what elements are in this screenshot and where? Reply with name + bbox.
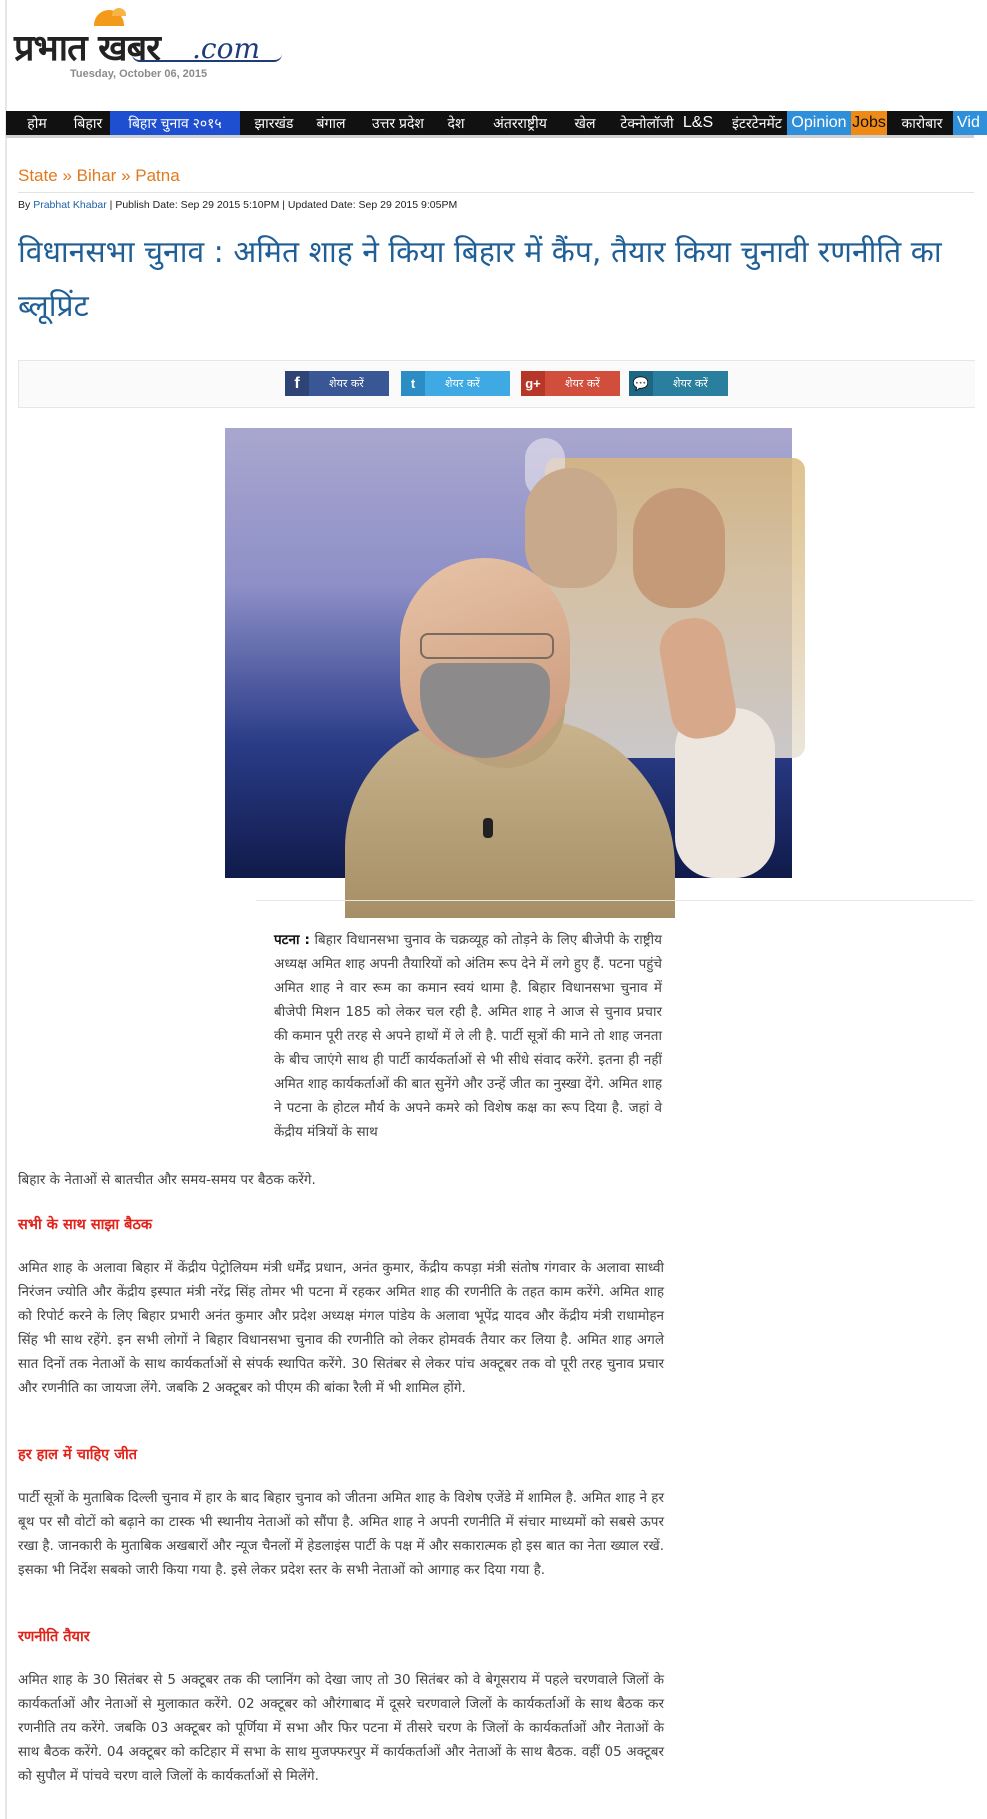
nav-item-business[interactable]: कारोबार xyxy=(901,115,943,131)
nav-item-bihar[interactable]: बिहार xyxy=(73,115,103,131)
lead-text: बिहार विधानसभा चुनाव के चक्रव्यूह को तोड़ने के लिए बीजेपी के राष्ट्रीय अध्यक्ष अमित शाह अपनी तैयारियों को अंतिम रूप देने में लगे हुए हैं. पटना पहुंचे अमित शाह ने वार रूम का कमान स्वयं थामा है. बिहार विधानसभा चुनाव में बीजेपी मिशन 185 को लेकर चल रही है. अमित शाह ने आज से चुनाव प्रचार की कमान पूरी तरह से अपने हाथों में ले ली है. पार्टी सूत्रों की माने तो शाह जनता के बीच जाएंगे साथ ही पार्टी कार्यकर्ताओं से भी सीधे संवाद करेंगे. इतना ही नहीं अमित शाह कार्यकर्ताओं की बात सुनेंगे और उन्हें जीत का नुस्खा देंगे. अमित शाह ने पटना के होटल मौर्य के अपने कमरे को विशेष कक्ष का रूप दिया है. जहां वे केंद्रीय मंत्रियों के साथ xyxy=(274,932,663,1140)
share-label: शेयर करें xyxy=(565,377,600,390)
article-lead-tail: बिहार के नेताओं से बातचीत और समय-समय पर बैठक करेंगे. xyxy=(18,1172,316,1188)
breadcrumb-state[interactable]: State xyxy=(18,166,58,185)
breadcrumb xyxy=(18,166,180,186)
byline-dates: | Publish Date: Sep 29 2015 5:10PM | Updated Date: Sep 29 2015 9:05PM xyxy=(109,199,458,211)
paragraph-win-at-all-cost: पार्टी सूत्रों के मुताबिक दिल्ली चुनाव में हार के बाद बिहार चुनाव को जीतना अमित शाह के विशेष एजेंडे में शामिल है. अमित शाह ने हर बूथ पर सौ वोटों को बढ़ाने का टास्क भी स्थानीय नेताओं को सौंपा है. अमित शाह ने अपनी रणनीति में संचार माध्यमों को सबसे ऊपर रखा है. जानकारी के मुताबिक अखबारों और न्यूज चैनलों में हेडलाइंस पार्टी के पक्ष में और सकारात्मक हो इस बात का नेता ख्याल रखें. इसका भी निर्देश सबको जारी किया गया है. इसे लेकर प्रदेश स्तर के सभी नेताओं को आगाह कर दिया गया है. xyxy=(18,1490,664,1578)
article-lead-paragraph xyxy=(274,928,662,1144)
logo-sun-small-icon xyxy=(112,8,126,16)
nav-item-technology[interactable]: टेक्नोलॉजी xyxy=(620,115,674,131)
page-left-border xyxy=(5,0,7,1819)
byline-author-link[interactable]: Prabhat Khabar xyxy=(33,199,107,211)
logo-suffix-text: .com xyxy=(192,32,260,65)
breadcrumb-separator: » xyxy=(62,166,72,185)
comment-icon: 💬 xyxy=(629,371,653,396)
nav-item-entertainment[interactable]: इंटरटेनमेंट xyxy=(732,115,782,131)
twitter-share-button[interactable] xyxy=(401,371,510,396)
photo-glasses xyxy=(420,633,554,659)
subheading-shared-meeting: सभी के साथ साझा बैठक xyxy=(18,1217,153,1233)
nav-item-uttar-pradesh[interactable]: उत्तर प्रदेश xyxy=(372,115,424,131)
photo-poster-face xyxy=(525,468,617,588)
facebook-share-button[interactable] xyxy=(285,371,389,396)
nav-item-videos[interactable]: Vid xyxy=(953,111,987,135)
facebook-icon: f xyxy=(285,371,309,396)
breadcrumb-patna[interactable]: Patna xyxy=(135,166,180,185)
breadcrumb-separator: » xyxy=(121,166,131,185)
byline-by: By xyxy=(18,199,31,211)
nav-item-desh[interactable]: देश xyxy=(447,115,465,131)
google-plus-share-button[interactable] xyxy=(521,371,620,396)
nav-item-bengal[interactable]: बंगाल xyxy=(316,115,346,131)
share-label: शेयर करें xyxy=(329,377,364,390)
breadcrumb-divider xyxy=(18,192,974,193)
share-label: शेयर करें xyxy=(673,377,708,390)
dateline: पटना : xyxy=(274,932,310,948)
photo-poster-face xyxy=(633,488,725,608)
subheading-strategy-ready: रणनीति तैयार xyxy=(18,1629,90,1645)
byline xyxy=(18,199,457,211)
nav-item-bihar-election[interactable]: बिहार चुनाव २०१५ xyxy=(110,111,240,135)
share-label: शेयर करें xyxy=(445,377,480,390)
nav-item-lifestyle[interactable]: L&S xyxy=(682,114,714,131)
google-plus-icon: g+ xyxy=(521,371,545,396)
nav-item-jharkhand[interactable]: झारखंड xyxy=(254,115,294,131)
nav-item-international[interactable]: अंतरराष्ट्रीय xyxy=(493,115,547,131)
logo-swoosh xyxy=(132,54,282,62)
main-navigation xyxy=(6,111,980,135)
logo-main-text: प्रभात खबर xyxy=(14,27,160,69)
subheading-win-at-all-cost: हर हाल में चाहिए जीत xyxy=(18,1447,137,1463)
nav-item-opinion[interactable]: Opinion xyxy=(787,111,851,135)
photo-divider xyxy=(256,900,974,901)
article-headline: विधानसभा चुनाव : अमित शाह ने किया बिहार में कैंप, तैयार किया चुनावी रणनीति का ब्लूप्रिंट xyxy=(18,235,942,324)
article-photo xyxy=(225,428,792,878)
nav-item-home[interactable]: होम xyxy=(27,115,47,131)
share-bar xyxy=(18,360,975,408)
photo-microphone xyxy=(483,818,493,838)
breadcrumb-bihar[interactable]: Bihar xyxy=(76,166,117,185)
nav-item-jobs[interactable]: Jobs xyxy=(851,111,887,135)
nav-divider xyxy=(6,135,974,138)
paragraph-strategy-ready: अमित शाह के 30 सितंबर से 5 अक्टूबर तक की प्लानिंग को देखा जाए तो 30 सितंबर को वे बेगूसराय में पहले चरणवाले जिलों के कार्यकर्ताओं और नेताओं से मुलाकात करेंगे. 02 अक्टूबर को औरंगाबाद में दूसरे चरणवाले जिलों के कार्यकर्ताओं के साथ बैठक कर रणनीति तय करेंगे. जबकि 03 अक्टूबर को पूर्णिया में सभा और फिर पटना में तीसरे चरण के जिलों के कार्यकर्ताओं और नेताओं के साथ बैठक करेंगे. 04 अक्टूबर को कटिहार में सभा के साथ मुजफ्फरपुर में कार्यकर्ताओं और नेताओं के साथ बैठक. वहीं 05 अक्टूबर को सुपौल में पांचवे चरण वाले जिलों के कार्यकर्ताओं से मिलेंगे. xyxy=(18,1672,664,1784)
current-date: Tuesday, October 06, 2015 xyxy=(70,68,208,80)
comment-share-button[interactable] xyxy=(629,371,728,396)
nav-item-sports[interactable]: खेल xyxy=(574,115,596,131)
paragraph-shared-meeting: अमित शाह के अलावा बिहार में केंद्रीय पेट्रोलियम मंत्री धर्मेंद्र प्रधान, अनंत कुमार, केंद्रीय कपड़ा मंत्री संतोष गंगवार के अलावा साध्वी निरंजन ज्योति और केंद्रीय इस्पात मंत्री नरेंद्र सिंह तोमर भी पटना में रहकर अमित शाह की रणनीति के तहत काम करेंगे. अमित शाह को रिपोर्ट करने के लिए बिहार प्रभारी अनंत कुमार और प्रदेश अध्यक्ष मंगल पांडेय के अलावा भूपेंद्र यादव और केंद्रीय मंत्री राधामोहन सिंह भी साथ रहेंगे. इन सभी लोगों ने बिहार विधानसभा चुनाव की रणनीति को लेकर होमवर्क तैयार कर लिया है. अमित शाह अगले सात दिनों तक नेताओं के साथ कार्यकर्ताओं से संपर्क स्थापित करेंगे. 30 सितंबर से लेकर पांच अक्टूबर तक वो पूरी तरह चुनाव प्रचार और रणनीति का जायजा लेंगे. जबकि 2 अक्टूबर को पीएम की बांका रैली में भी शामिल होंगे. xyxy=(18,1260,664,1396)
site-logo[interactable] xyxy=(14,8,284,68)
twitter-icon: t xyxy=(401,371,425,396)
